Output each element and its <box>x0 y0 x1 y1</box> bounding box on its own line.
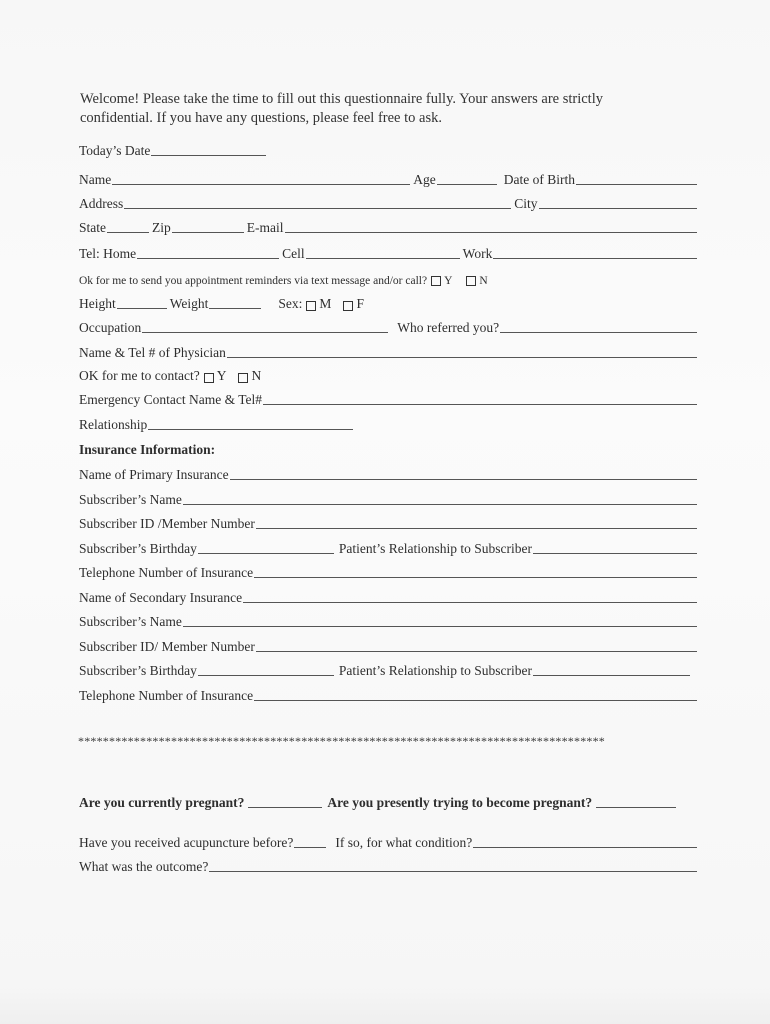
relationship-row <box>79 411 700 433</box>
insurance-heading-row <box>79 436 700 458</box>
intro-line-1: Welcome! Please take the time to fill out this questionnaire fully. Your answers are strictly <box>80 91 603 107</box>
subscriber-id-field-2[interactable] <box>256 637 697 652</box>
primary-insurance-label: Name of Primary Insurance <box>79 467 229 482</box>
ok-contact-label: OK for me to contact? <box>79 368 200 383</box>
subscriber-birthday-row-1 <box>79 535 700 557</box>
condition-field[interactable] <box>473 833 697 848</box>
insurance-phone-field-2[interactable] <box>254 686 697 701</box>
todays-date-row <box>79 137 700 159</box>
state-field[interactable] <box>107 218 149 233</box>
reminders-no-label: N <box>479 275 488 287</box>
outcome-label: What was the outcome? <box>79 859 209 874</box>
sex-male-checkbox[interactable] <box>306 301 316 311</box>
physician-row <box>79 339 700 361</box>
sex-female-checkbox[interactable] <box>343 301 353 311</box>
todays-date-field[interactable] <box>151 141 266 156</box>
name-row <box>79 166 700 188</box>
subscriber-birthday-label-1: Subscriber’s Birthday <box>79 541 197 556</box>
acupuncture-label: Have you received acupuncture before? <box>79 835 294 850</box>
outcome-row <box>79 853 700 875</box>
emergency-row <box>79 386 700 408</box>
subscriber-id-label-2: Subscriber ID/ Member Number <box>79 639 255 654</box>
sex-male-label: M <box>319 296 332 311</box>
todays-date-label: Today’s Date <box>79 143 151 158</box>
age-label: Age <box>413 172 436 187</box>
reminders-no-checkbox[interactable] <box>466 276 476 286</box>
acupuncture-row <box>79 829 700 851</box>
weight-field[interactable] <box>209 294 261 309</box>
insurance-phone-label-1: Telephone Number of Insurance <box>79 565 254 580</box>
ok-contact-yes-checkbox[interactable] <box>204 373 214 383</box>
emergency-label: Emergency Contact Name & Tel# <box>79 392 263 407</box>
age-field[interactable] <box>437 170 497 185</box>
pregnant-label: Are you currently pregnant? <box>79 795 245 810</box>
section-divider: ************************************************************************************* <box>78 734 605 748</box>
occupation-label: Occupation <box>79 320 142 335</box>
subscriber-id-label-1: Subscriber ID /Member Number <box>79 516 255 531</box>
occupation-row <box>79 314 700 336</box>
patient-relationship-label-2: Patient’s Relationship to Subscriber <box>338 663 532 678</box>
outcome-field[interactable] <box>209 857 697 872</box>
relationship-label: Relationship <box>79 417 148 432</box>
work-field[interactable] <box>493 244 697 259</box>
reminders-yes-checkbox[interactable] <box>431 276 441 286</box>
acupuncture-field[interactable] <box>294 833 326 848</box>
pregnant-field[interactable] <box>248 793 322 808</box>
sex-female-label: F <box>356 296 364 311</box>
referred-field[interactable] <box>500 318 697 333</box>
height-field[interactable] <box>117 294 167 309</box>
patient-relationship-field-2[interactable] <box>533 661 690 676</box>
zip-field[interactable] <box>172 218 244 233</box>
reminders-label: Ok for me to send you appointment reminders via text message and/or call? <box>79 275 428 287</box>
state-row <box>79 214 700 236</box>
primary-insurance-row <box>79 461 700 483</box>
condition-label: If so, for what condition? <box>335 835 473 850</box>
physician-field[interactable] <box>227 343 697 358</box>
cell-field[interactable] <box>306 244 460 259</box>
state-label: State <box>79 220 106 235</box>
ok-contact-yes-label: Y <box>216 368 227 383</box>
ok-contact-row <box>79 362 700 384</box>
zip-label: Zip <box>152 220 171 235</box>
subscriber-id-row-1 <box>79 510 700 532</box>
work-label: Work <box>462 246 493 261</box>
subscriber-name-field-1[interactable] <box>183 490 697 505</box>
insurance-phone-field-1[interactable] <box>254 563 697 578</box>
referred-label: Who referred you? <box>397 320 500 335</box>
physician-label: Name & Tel # of Physician <box>79 345 226 360</box>
subscriber-birthday-row-2 <box>79 657 700 679</box>
address-row <box>79 190 700 212</box>
trying-pregnant-label: Are you presently trying to become pregnant? <box>327 795 593 810</box>
subscriber-name-row-2 <box>79 608 700 630</box>
sex-label: Sex: <box>278 296 303 311</box>
subscriber-id-row-2 <box>79 633 700 655</box>
city-label: City <box>514 196 538 211</box>
insurance-phone-row-1 <box>79 559 700 581</box>
subscriber-name-label-2: Subscriber’s Name <box>79 614 182 629</box>
subscriber-birthday-field-2[interactable] <box>198 661 334 676</box>
dob-label: Date of Birth <box>503 172 575 187</box>
secondary-insurance-row <box>79 584 700 606</box>
tel-home-field[interactable] <box>137 244 279 259</box>
pregnancy-row <box>79 789 700 811</box>
email-label: E-mail <box>246 220 284 235</box>
reminders-row <box>79 265 700 287</box>
subscriber-birthday-field-1[interactable] <box>198 539 334 554</box>
reminders-yes-label: Y <box>444 275 453 287</box>
phone-row <box>79 240 700 262</box>
tel-home-label: Tel: Home <box>79 246 137 261</box>
relationship-field[interactable] <box>148 415 353 430</box>
emergency-field[interactable] <box>263 390 697 405</box>
insurance-heading: Insurance Information: <box>79 442 216 457</box>
city-field[interactable] <box>539 194 697 209</box>
subscriber-name-row-1 <box>79 486 700 508</box>
ok-contact-no-label: N <box>251 368 262 383</box>
dob-field[interactable] <box>576 170 697 185</box>
secondary-insurance-field[interactable] <box>243 588 697 603</box>
name-field[interactable] <box>112 170 410 185</box>
scan-shadow <box>0 984 770 1024</box>
patient-relationship-label-1: Patient’s Relationship to Subscriber <box>338 541 532 556</box>
trying-pregnant-field[interactable] <box>596 793 676 808</box>
address-label: Address <box>79 196 124 211</box>
height-row <box>79 290 700 312</box>
patient-relationship-field-1[interactable] <box>533 539 697 554</box>
subscriber-name-field-2[interactable] <box>183 612 697 627</box>
subscriber-name-label-1: Subscriber’s Name <box>79 492 182 507</box>
subscriber-birthday-label-2: Subscriber’s Birthday <box>79 663 197 678</box>
email-field[interactable] <box>285 218 698 233</box>
occupation-field[interactable] <box>142 318 388 333</box>
insurance-phone-row-2 <box>79 682 700 704</box>
insurance-phone-label-2: Telephone Number of Insurance <box>79 688 254 703</box>
height-label: Height <box>79 296 116 311</box>
cell-label: Cell <box>282 246 305 261</box>
intro-line-2: confidential. If you have any questions, please feel free to ask. <box>80 110 442 126</box>
subscriber-id-field-1[interactable] <box>256 514 697 529</box>
intro-text <box>80 90 680 128</box>
address-field[interactable] <box>124 194 511 209</box>
primary-insurance-field[interactable] <box>230 465 697 480</box>
weight-label: Weight <box>169 296 209 311</box>
ok-contact-no-checkbox[interactable] <box>238 373 248 383</box>
secondary-insurance-label: Name of Secondary Insurance <box>79 590 243 605</box>
name-label: Name <box>79 172 112 187</box>
